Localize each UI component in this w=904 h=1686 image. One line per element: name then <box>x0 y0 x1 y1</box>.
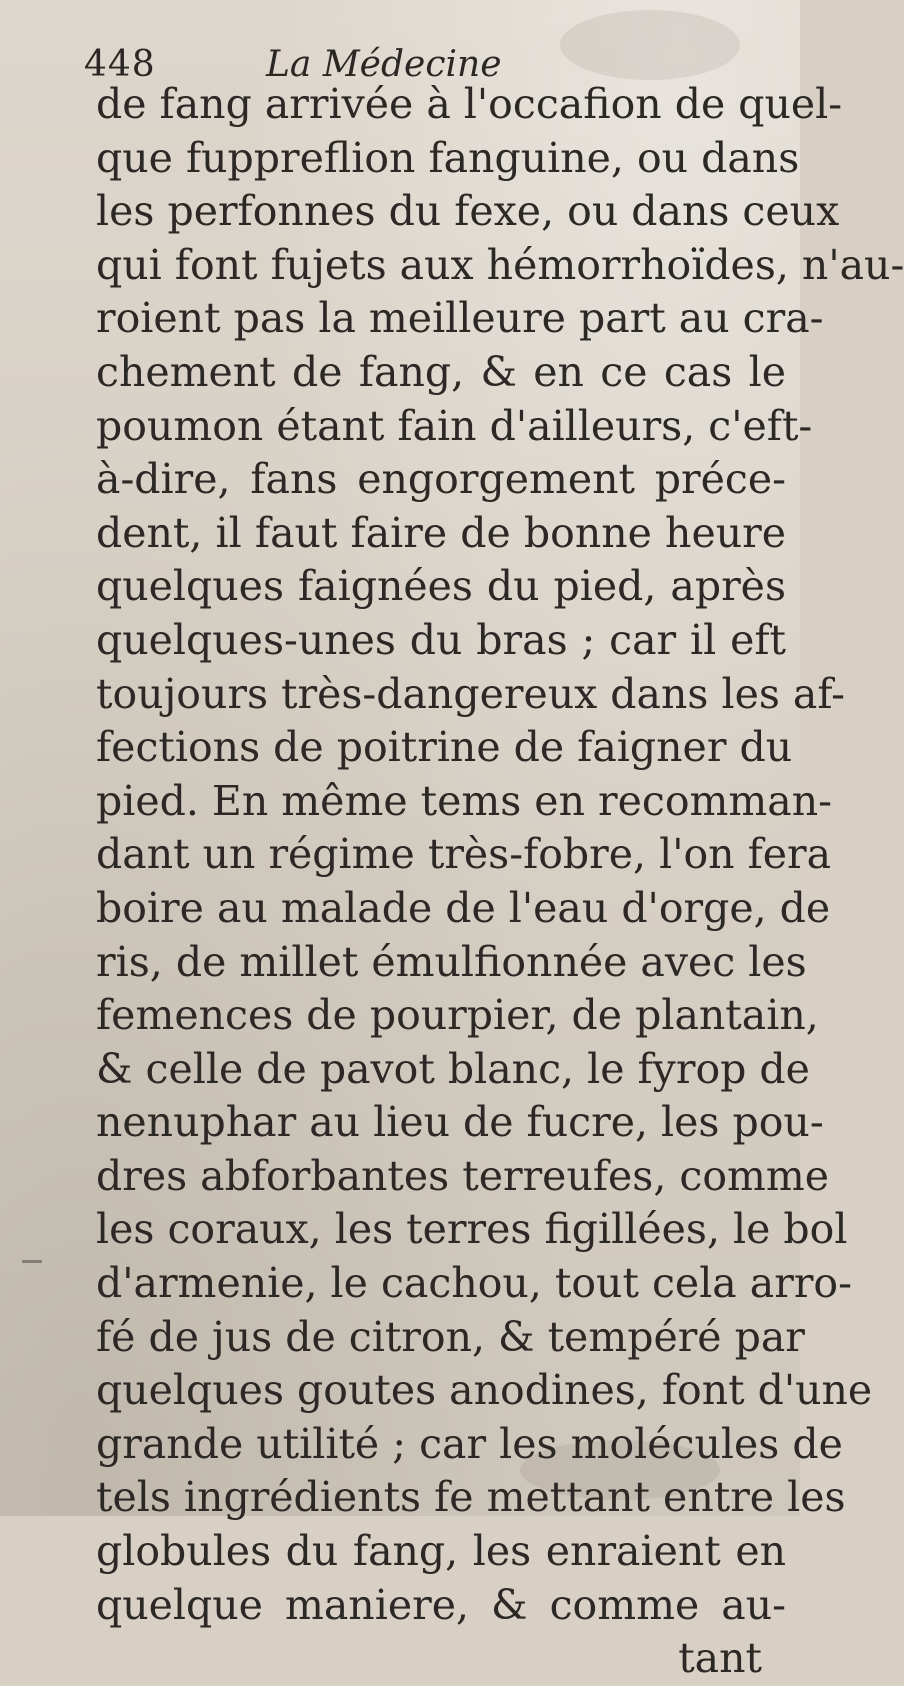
text-line: à-dire, fans engorgement préce- <box>96 455 786 504</box>
text-line: quelques-unes du bras ; car il eft <box>96 615 786 664</box>
text-line: les coraux, les terres figillées, le bol <box>96 1205 848 1254</box>
margin-mark <box>22 1260 42 1263</box>
text-line: qui font fujets aux hémorrhoïdes, n'au- <box>96 240 904 289</box>
text-line: fections de poitrine de faigner du <box>96 723 793 772</box>
text-line: boire au malade de l'eau d'orge, de <box>96 883 831 932</box>
text-line: fé de jus de citron, & tempéré par <box>96 1312 805 1361</box>
text-line: grande utilité ; car les molécules de <box>96 1419 843 1468</box>
text-line: chement de fang, & en ce cas le <box>96 347 786 396</box>
text-line: femences de pourpier, de plantain, <box>96 991 819 1040</box>
running-head: La Médecine <box>266 44 502 85</box>
text-line: quelque maniere, & comme au- <box>96 1580 786 1629</box>
text-line: roient pas la meilleure part au cra- <box>96 294 824 343</box>
text-line: dent, il faut faire de bonne heure <box>96 508 786 557</box>
text-line: dant un régime très-fobre, l'on fera <box>96 830 832 879</box>
text-line: nenuphar au lieu de fucre, les pou- <box>96 1098 824 1147</box>
text-line: & celle de pavot blanc, le fyrop de <box>96 1044 810 1093</box>
text-line: d'armenie, le cachou, tout cela arro- <box>96 1259 852 1308</box>
text-line: globules du fang, les enraient en <box>96 1527 786 1576</box>
text-line: poumon étant fain d'ailleurs, c'eft- <box>96 401 813 450</box>
page-number: 448 <box>84 44 156 85</box>
text-line: que fuppreflion fanguine, ou dans <box>96 133 800 182</box>
text-line: les perfonnes du fexe, ou dans ceux <box>96 187 840 236</box>
catchword: tant <box>678 1634 762 1683</box>
text-line: quelques goutes anodines, font d'une <box>96 1366 873 1415</box>
text-line: ris, de millet émulfionnée avec les <box>96 937 807 986</box>
body-text <box>96 78 904 1686</box>
text-line: toujours très-dangereux dans les af- <box>96 669 845 718</box>
text-line: dres abforbantes terreufes, comme <box>96 1151 830 1200</box>
text-line: de fang arrivée à l'occafion de quel- <box>96 80 843 128</box>
text-line: pied. En même tems en recomman- <box>96 776 832 825</box>
text-line: quelques faignées du pied, après <box>96 562 786 611</box>
text-line: tels ingrédients fe mettant entre les <box>96 1473 846 1522</box>
